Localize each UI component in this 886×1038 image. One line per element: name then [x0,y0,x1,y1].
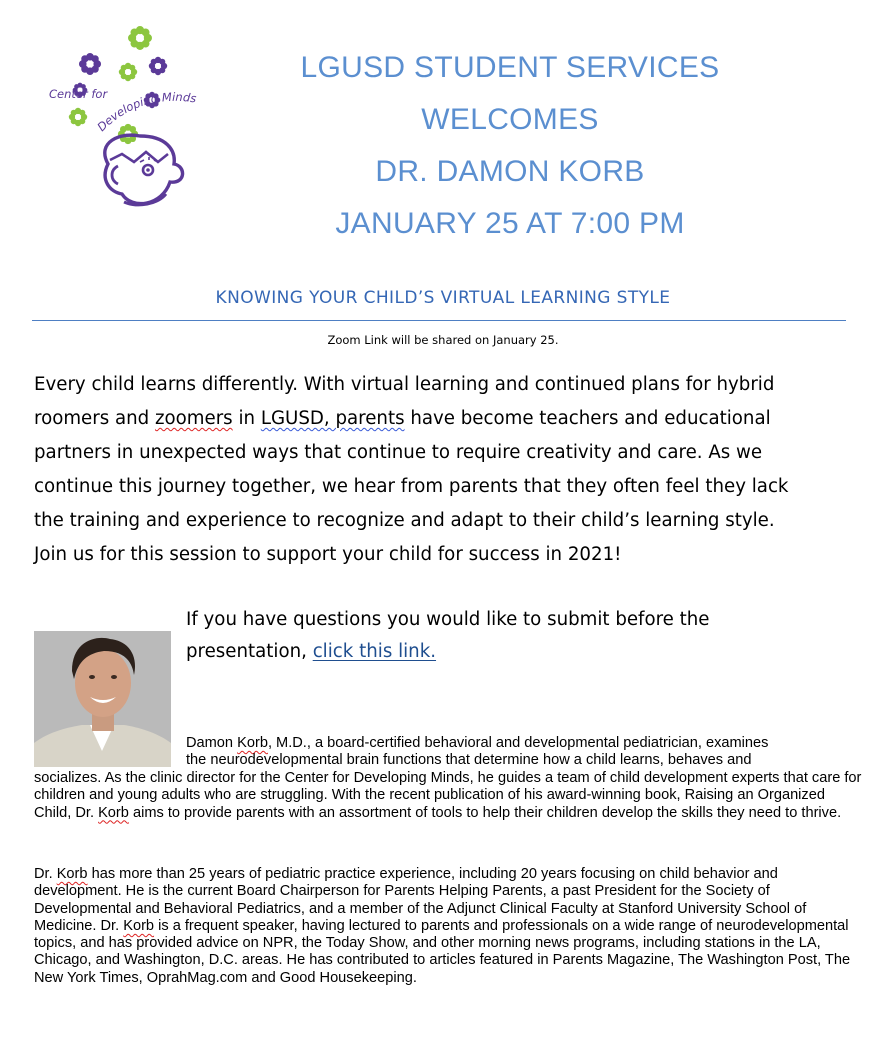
intro-line: continue this journey together, we hear from parents that they often feel they lack [34,476,789,497]
session-title: KNOWING YOUR CHILD’S VIRTUAL LEARNING STYLE [215,288,671,308]
bio-line [186,735,866,752]
intro-line: Every child learns differently. With virtual learning and continued plans for hybrid [34,374,775,395]
text-run: has more than 25 years of pediatric practice experience, including 20 years focusing on child behavior and development. He is the current Board Chairperson for Parents Helping Parents, a past President for the Society of Developmental and Behavioral Pediatrics, and a member of the Adjunct Clinical Faculty at Stanford University School of Medicine. Dr. [34,866,807,934]
text-run: have become teachers and educational [404,408,771,429]
logo-text-center-for: Center for [49,87,108,101]
bio-paragraph-1-indented [186,735,866,770]
text-run: Damon [186,735,238,751]
speaker-portrait-graphic [34,631,171,767]
headline-line: JANUARY 25 AT 7:00 PM [335,207,685,240]
bio-paragraph-1-continued [34,770,864,822]
zoom-note: Zoom Link will be shared on January 25. [327,333,559,347]
bio-line: the neurodevelopmental brain functions that determine how a child learns, behaves and [186,752,752,769]
event-headline [290,42,730,250]
text-run: socializes. As the clinic director for the Center for Developing Minds, he guides a team of child development experts that care for children and young adults who are struggling. With the recent publication of his award-winning book, Raising an Organized Child, Dr. [34,770,862,821]
logo-text-developing-minds: Developing Minds [94,89,198,135]
misspelled-word: Korb [98,804,129,821]
misspelled-word: zoomers [154,408,233,429]
misspelled-word: Korb [123,917,155,934]
intro-line [34,402,864,436]
headline-line: DR. DAMON KORB [375,155,645,188]
text-run: Dr. [34,866,57,882]
intro-paragraph [34,368,864,572]
text-run: presentation, [186,641,313,662]
svg-text:Developing Minds [94,90,197,134]
text-run: in [232,408,261,429]
intro-line: the training and experience to recognize and adapt to their child’s learning style. [34,510,775,531]
headline-line: WELCOMES [421,103,599,136]
intro-line: partners in unexpected ways that continue to require creativity and care. As we [34,442,763,463]
misspelled-word: Korb [237,735,268,751]
title-divider [32,320,846,321]
text-run: aims to provide parents with an assortment of tools to help their children develop the skills they need to thrive. [128,804,842,821]
submit-questions-link[interactable]: click this link. [312,641,437,662]
text-run: roomers and [34,408,155,429]
grammar-flag: LGUSD, parents [260,408,405,429]
bio-paragraph-2 [34,866,864,987]
questions-prompt [186,604,786,668]
logo-graphic [40,14,240,214]
headline-line: LGUSD STUDENT SERVICES [300,51,720,84]
questions-line: If you have questions you would like to submit before the [186,609,710,630]
text-run: , M.D., a board-certified behavioral and developmental pediatrician, examines [267,735,769,751]
questions-line [186,636,786,668]
speaker-photo [34,631,171,767]
misspelled-word: Korb [56,866,88,882]
center-for-developing-minds-logo [40,14,240,214]
text-run: is a frequent speaker, having lectured to parents and professionals on a wide range of neurodevelopmental topics, and has provided advice on NPR, the Today Show, and other morning news programs, including stations in the LA, Chicago, and Washington, D.C. areas. He has contributed to articles featured in Parents Magazine, The Washington Post, The New York Times, OprahMag.com and Good Housekeeping. [34,917,851,986]
intro-line: Join us for this session to support your child for success in 2021! [34,544,622,565]
